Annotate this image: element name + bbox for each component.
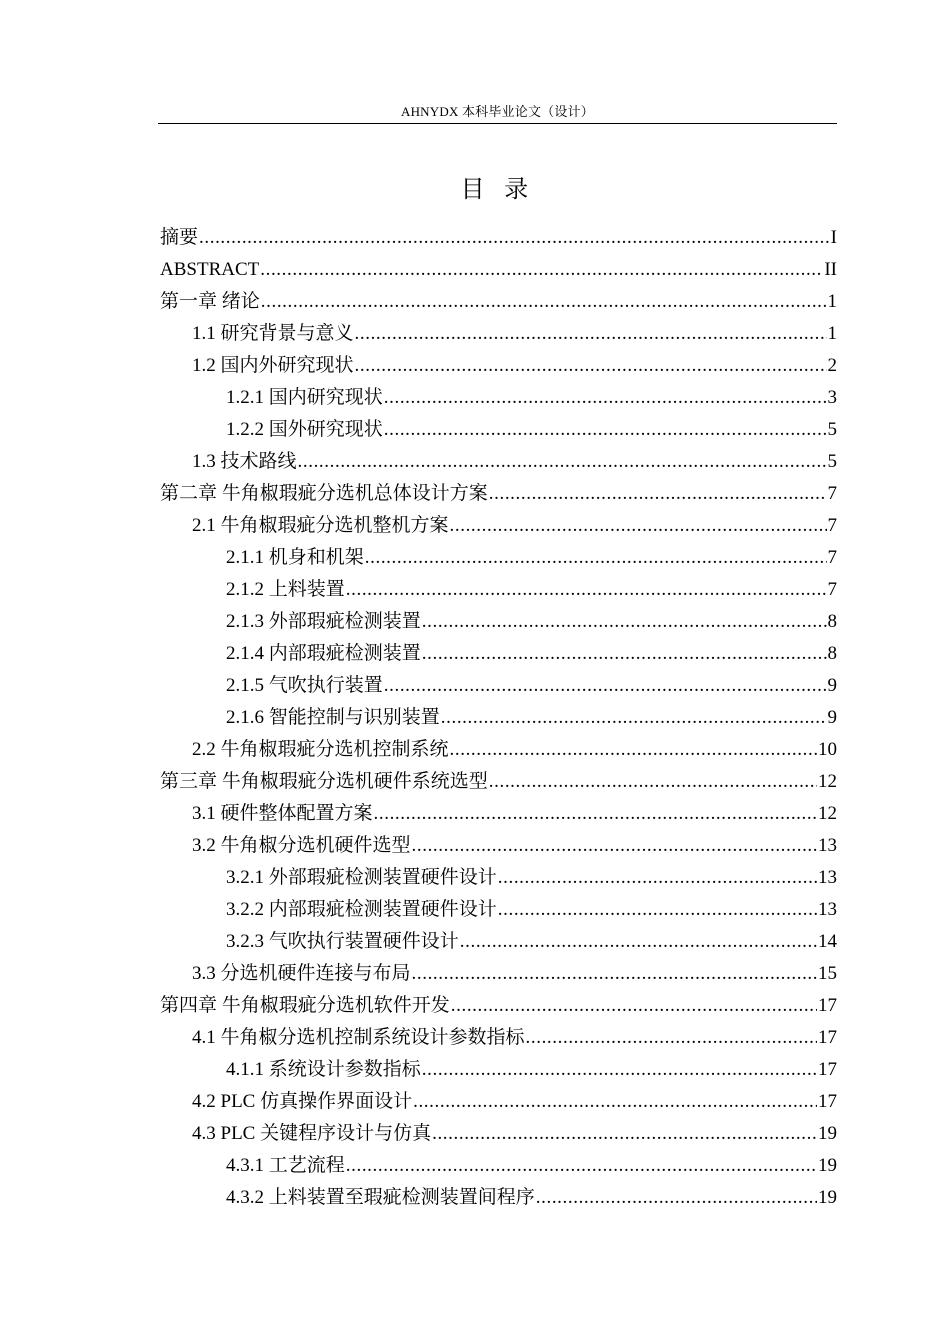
toc-entry-title: 第二章 牛角椒瑕疵分选机总体设计方案 (160, 483, 488, 504)
toc-dot-leader (450, 510, 827, 542)
toc-entry[interactable] (160, 222, 837, 254)
toc-page-number: 17 (818, 1059, 837, 1080)
toc-entry[interactable] (160, 862, 837, 894)
toc-page-number: 15 (818, 963, 837, 984)
toc-entry[interactable] (160, 1022, 837, 1054)
toc-entry[interactable] (160, 446, 837, 478)
toc-entry[interactable] (160, 830, 837, 862)
toc-dot-leader (422, 606, 827, 638)
toc-entry[interactable] (160, 734, 837, 766)
toc-entry[interactable] (160, 254, 837, 286)
toc-entry-title: 3.2 牛角椒分选机硬件选型 (192, 835, 411, 856)
toc-entry-title: 4.3.2 上料装置至瑕疵检测装置间程序 (226, 1187, 535, 1208)
toc-entry-title: 2.1.3 外部瑕疵检测装置 (226, 611, 421, 632)
toc-page-number: 8 (827, 611, 837, 632)
toc-dot-leader (365, 542, 827, 574)
toc-entry-title: 3.2.2 内部瑕疵检测装置硬件设计 (226, 899, 497, 920)
toc-dot-leader (355, 318, 827, 350)
toc-dot-leader (441, 702, 827, 734)
toc-dot-leader (384, 670, 827, 702)
toc-dot-leader (384, 382, 827, 414)
toc-page-number: 7 (827, 579, 837, 600)
toc-page-number: 9 (827, 675, 837, 696)
toc-entry-title: 2.1.5 气吹执行装置 (226, 675, 383, 696)
toc-dot-leader (422, 1054, 817, 1086)
toc-entry[interactable] (160, 958, 837, 990)
toc-entry-title: 第三章 牛角椒瑕疵分选机硬件系统选型 (160, 771, 488, 792)
toc-page-number: 8 (827, 643, 837, 664)
toc-entry[interactable] (160, 382, 837, 414)
toc-entry-title: 1.1 研究背景与意义 (192, 323, 354, 344)
toc-page-number: 19 (818, 1187, 837, 1208)
toc-dot-leader (260, 254, 823, 286)
toc-dot-leader (460, 926, 817, 958)
toc-page-number: 14 (818, 931, 837, 952)
toc-entry[interactable] (160, 670, 837, 702)
toc-entry-title: 4.3 PLC 关键程序设计与仿真 (192, 1123, 432, 1144)
toc-page-number: 17 (818, 1091, 837, 1112)
toc-entry[interactable] (160, 606, 837, 638)
toc-dot-leader (489, 766, 817, 798)
toc-entry-title: 4.3.1 工艺流程 (226, 1155, 345, 1176)
toc-page-number: 5 (827, 419, 837, 440)
toc-entry[interactable] (160, 542, 837, 574)
toc-page-number: 17 (818, 995, 837, 1016)
toc-page-number: I (830, 227, 837, 248)
toc-entry[interactable] (160, 478, 837, 510)
toc-entry[interactable] (160, 702, 837, 734)
toc-entry[interactable] (160, 990, 837, 1022)
toc-entry[interactable] (160, 1086, 837, 1118)
toc-entry[interactable] (160, 1118, 837, 1150)
toc-page-number: 13 (818, 867, 837, 888)
toc-page-number: 12 (818, 771, 837, 792)
toc-dot-leader (498, 862, 817, 894)
toc-entry[interactable] (160, 926, 837, 958)
toc-entry[interactable] (160, 574, 837, 606)
toc-page-number: 1 (827, 323, 837, 344)
toc-dot-leader (374, 798, 817, 830)
toc-page-number: 7 (827, 483, 837, 504)
toc-dot-leader (489, 478, 827, 510)
toc-dot-leader (536, 1182, 817, 1214)
toc-dot-leader (199, 222, 830, 254)
toc-dot-leader (412, 958, 817, 990)
toc-entry[interactable] (160, 510, 837, 542)
toc-entry[interactable] (160, 286, 837, 318)
toc-dot-leader (412, 830, 817, 862)
toc-entry-title: 4.1.1 系统设计参数指标 (226, 1059, 421, 1080)
toc-dot-leader (450, 734, 817, 766)
toc-dot-leader (298, 446, 827, 478)
toc-dot-leader (346, 574, 827, 606)
toc-page-number: 13 (818, 835, 837, 856)
toc-entry[interactable] (160, 638, 837, 670)
toc-entry[interactable] (160, 894, 837, 926)
toc-dot-leader (526, 1022, 817, 1054)
toc-entry-title: 2.1.1 机身和机架 (226, 547, 364, 568)
toc-entry-title: 第四章 牛角椒瑕疵分选机软件开发 (160, 995, 450, 1016)
toc-entry-title: 3.2.1 外部瑕疵检测装置硬件设计 (226, 867, 497, 888)
toc-entry[interactable] (160, 350, 837, 382)
toc-entry[interactable] (160, 1182, 837, 1214)
toc-entry-title: 4.2 PLC 仿真操作界面设计 (192, 1091, 413, 1112)
header-rule (158, 123, 837, 124)
toc-dot-leader (346, 1150, 817, 1182)
toc-dot-leader (422, 638, 827, 670)
running-header: AHNYDX 本科毕业论文（设计） (401, 104, 594, 119)
toc-page-number: II (824, 259, 837, 280)
toc-entry-title: 3.1 硬件整体配置方案 (192, 803, 373, 824)
toc-dot-leader (261, 286, 827, 318)
toc-entry-title: 2.1.4 内部瑕疵检测装置 (226, 643, 421, 664)
toc-dot-leader (384, 414, 827, 446)
toc-dot-leader (413, 1086, 817, 1118)
toc-page-number: 9 (827, 707, 837, 728)
toc-entry-title: 4.1 牛角椒分选机控制系统设计参数指标 (192, 1027, 525, 1048)
toc-page-number: 5 (827, 451, 837, 472)
toc-entry-title: 3.3 分选机硬件连接与布局 (192, 963, 411, 984)
toc-dot-leader (498, 894, 817, 926)
toc-dot-leader (355, 350, 827, 382)
toc-page-number: 7 (827, 547, 837, 568)
toc-page-number: 13 (818, 899, 837, 920)
toc-entry[interactable] (160, 414, 837, 446)
toc-dot-leader (432, 1118, 817, 1150)
toc-entry-title: 摘要 (160, 227, 199, 248)
toc-entry-title: 2.1 牛角椒瑕疵分选机整机方案 (192, 515, 449, 536)
toc-entry[interactable] (160, 798, 837, 830)
toc-entry[interactable] (160, 1054, 837, 1086)
toc-entry-title: 1.2 国内外研究现状 (192, 355, 354, 376)
toc-entry-title: 第一章 绪论 (160, 291, 260, 312)
toc-page-number: 2 (827, 355, 837, 376)
toc-page-number: 10 (818, 739, 837, 760)
toc-entry-title: 1.3 技术路线 (192, 451, 297, 472)
toc-entry-title: 2.2 牛角椒瑕疵分选机控制系统 (192, 739, 449, 760)
toc-entry-title: 1.2.2 国外研究现状 (226, 419, 383, 440)
toc-entry[interactable] (160, 318, 837, 350)
toc-entry-title: ABSTRACT (160, 259, 260, 280)
toc-page-number: 1 (827, 291, 837, 312)
toc-page-number: 3 (827, 387, 837, 408)
toc-entry-title: 1.2.1 国内研究现状 (226, 387, 383, 408)
toc-page-number: 17 (818, 1027, 837, 1048)
toc-entry-title: 3.2.3 气吹执行装置硬件设计 (226, 931, 459, 952)
toc-entry[interactable] (160, 1150, 837, 1182)
toc-page-number: 19 (818, 1155, 837, 1176)
toc-entry-title: 2.1.2 上料装置 (226, 579, 345, 600)
toc-entry[interactable] (160, 766, 837, 798)
toc-page-number: 12 (818, 803, 837, 824)
toc-entry-title: 2.1.6 智能控制与识别装置 (226, 707, 440, 728)
toc-page-number: 19 (818, 1123, 837, 1144)
toc-dot-leader (451, 990, 817, 1022)
table-of-contents (160, 222, 837, 1214)
toc-title: 目 录 (460, 175, 535, 203)
toc-page-number: 7 (827, 515, 837, 536)
